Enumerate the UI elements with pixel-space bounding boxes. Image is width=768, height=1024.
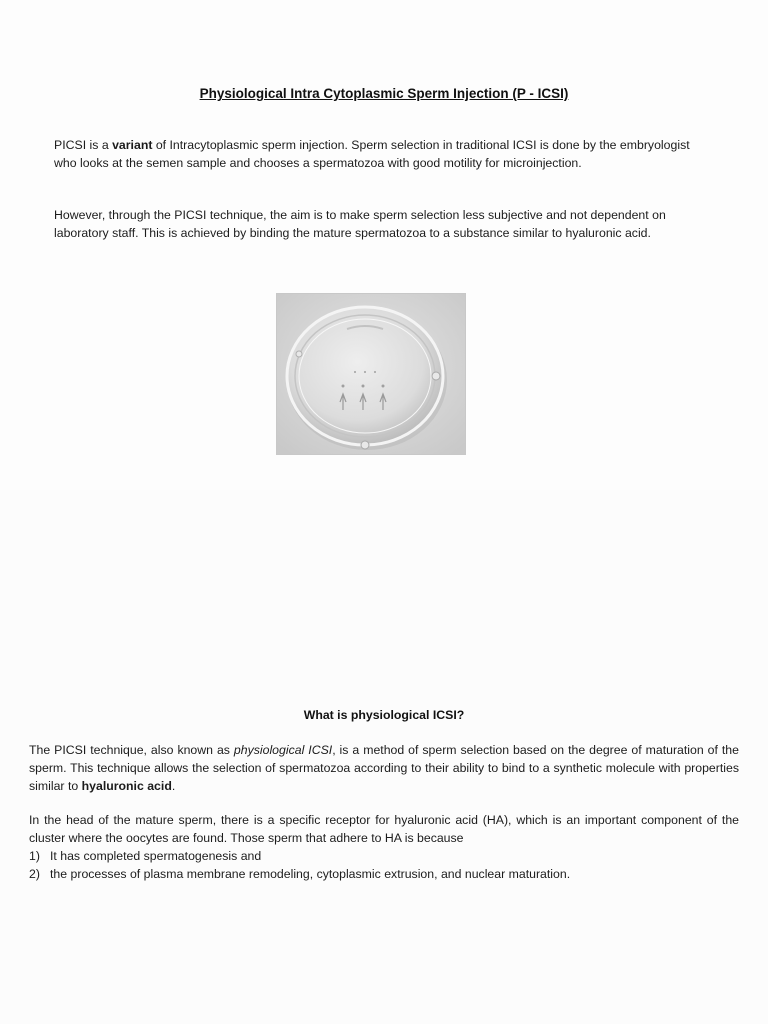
hyaluronic-acid-emphasis: hyaluronic acid <box>81 779 172 793</box>
intro-text: PICSI is a <box>54 138 113 152</box>
section-paragraph-1 <box>29 741 739 795</box>
intro-paragraph-2: However, through the PICSI technique, the aim is to make sperm selection less subjective and not dependent on laboratory staff. This is achieved by binding the mature spermatozoa to a substance similar to hyaluronic acid. <box>54 208 666 240</box>
picsi-dish-image <box>276 293 466 455</box>
list-number: 1) <box>29 849 40 863</box>
section-text: The PICSI technique, also known as <box>29 743 234 757</box>
physiological-icsi-emphasis: physiological ICSI <box>233 743 333 757</box>
variant-emphasis: variant <box>112 138 153 152</box>
section-paragraph-2: In the head of the mature sperm, there is a specific receptor for hyaluronic acid (HA), which is an important component of the cluster where the oocytes are found. Those sperm that adhere to HA is because <box>29 813 739 845</box>
intro-paragraph-1 <box>54 136 694 172</box>
section-text: . <box>171 779 176 793</box>
document-title: Physiological Intra Cytoplasmic Sperm Injection (P - ICSI) <box>199 86 569 101</box>
list-number: 2) <box>29 867 40 881</box>
list-item <box>29 865 739 883</box>
section-text: , is a method of sperm selection based on the degree of maturation of the sperm. This technique allows the selection of spermatozoa according to their ability to bind to a synthetic molecule with properties similar to <box>29 743 739 793</box>
list-text: It has completed spermatogenesis and <box>50 849 262 863</box>
list-text: the processes of plasma membrane remodeling, cytoplasmic extrusion, and nuclear maturation. <box>50 867 571 881</box>
section-heading: What is physiological ICSI? <box>303 708 465 722</box>
numbered-list <box>29 847 739 883</box>
list-item <box>29 847 739 865</box>
intro-text: of Intracytoplasmic sperm injection. Sperm selection in traditional ICSI is done by the embryologist who looks at the semen sample and chooses a spermatozoa with good motility for microinjection. <box>54 138 690 170</box>
picsi-dish-icon <box>277 294 465 454</box>
